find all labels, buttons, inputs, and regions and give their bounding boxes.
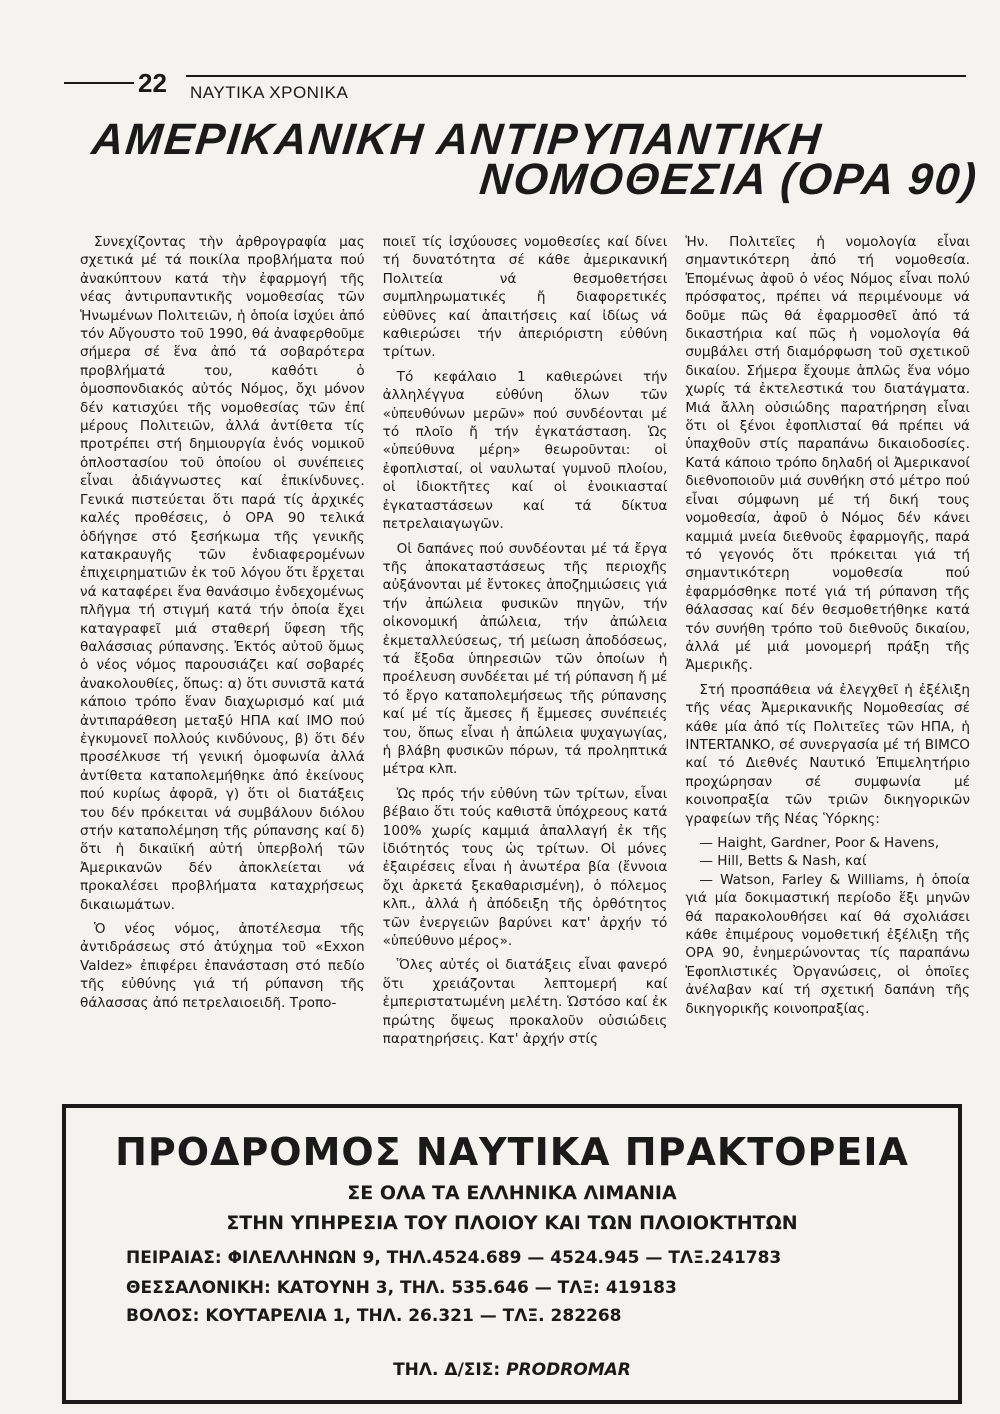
- section-name: ΝΑΥΤΙΚΑ ΧΡΟΝΙΚΑ: [190, 83, 349, 102]
- paragraph: Στή προσπάθεια νά ἐλεγχθεῖ ἡ ἐξέλιξη τῆς νέας Ἀμερικανικῆς Νομοθεσίας σέ κάθε μία ἀπό τίς Πολιτεῖες τῶν ΗΠΑ, ἡ INTERTANKO, σέ συνεργασία μέ τή BIMCO καί τό Διεθνές Ναυτικό Ἐπιμελητήριο προχώρησαν σέ συμφωνία μέ κοινοπραξία τῶν τριῶν δικηγορικῶν γραφείων τῆς Νέας Ὑόρκης:: [685, 681, 971, 827]
- article-column-1: [80, 233, 365, 1083]
- law-firm-item: — Haight, Gardner, Poor & Havens,: [699, 835, 940, 851]
- paragraph: Ὡς πρός τήν εὐθύνη τῶν τρίτων, εἶναι βέβαιο ὅτι τούς καθιστᾶ ὑπόχρεους κατά 100% χωρίς καμμιά ἀπαλλαγή ἐκ τῆς ἰδιότητός τους ὡς τρίτων. Οἱ μόνες ἐξαιρέσεις εἶναι ἡ ἀνωτέρα βία (ἔννοια ὄχι ἀρκετά ξεκαθαρισμένη), ὁ πόλεμος κλπ., ἀλλά ἡ ἀπόδειξη τῆς ὀρθότητος τῶν ἐνεργειῶν βαρύνει κατ' ἀρχήν τό «ὑπεύθυνο μέρος».: [382, 785, 668, 950]
- ad-subtitle: ΣΕ ΟΛΑ ΤΑ ΕΛΛΗΝΙΚΑ ΛΙΜΑΝΙΑ: [347, 1182, 677, 1204]
- ad-address-volos: ΒΟΛΟΣ: ΚΟΥΤΑΡΕΛΙΑ 1, ΤΗΛ. 26.321 — ΤΛΞ. 282268: [126, 1306, 622, 1326]
- ad-telegraph-code: PRODROMAR: [506, 1360, 631, 1380]
- page-number: 22: [138, 68, 167, 98]
- paragraph: Ἡν. Πολιτεῖες ἡ νομολογία εἶναι σημαντικότερη ἀπό τή νομοθεσία. Ἐπομένως ἀφοῦ ὁ νέος Νόμος εἶναι πολύ πρόσφατος, πρέπει νά περιμένουμε νά δοῦμε πῶς θά ἐφαρμοσθεῖ ἀπό τά δικαστήρια καί πῶς ἡ νομολογία θά συμβάλει στή διαμόρφωση τοῦ σχετικοῦ δικαίου. Σήμερα ἔχουμε ἁπλῶς ἕνα νόμο χωρίς τά ἐκτελεστικά του διατάγματα. Μιά ἄλλη οὐσιώδης παρατήρηση εἶναι ὅτι οἱ ξένοι ἐφοπλισταί θά πρέπει νά ὑπαχθοῦν στίς παραπάνω δικαιοδοσίες. Κατά κάποιο τρόπο δηλαδή οἱ Ἀμερικανοί διεθνοποιοῦν μιά συνθήκη στό μέτρο πού εἶναι σύμφωνη μέ τή δική τους νομοθεσία, ἀφοῦ ὁ Νόμος δέν κάνει καμμιά μνεία διεθνοῦς ἐφαρμογῆς, παρά τό γεγονός ὅτι πρόκειται γιά τή σημαντικότερη νομοθεσία πού ἐφαρμόσθηκε ποτέ γιά τή ρύπανση τῆς θάλασσας καί δέν θεσμοθετήθηκε κατά τόν συνήθη τρόπο τοῦ διεθνοῦς δικαίου, ἀλλά μέ μιά μονομερή πράξη τῆς Ἀμερικῆς.: [685, 234, 971, 674]
- article-column-3: [685, 233, 970, 1083]
- ad-telegraph: [66, 1360, 958, 1380]
- paragraph: Τό κεφάλαιο 1 καθιερώνει τήν ἀλληλέγγυα εὐθύνη ὅλων τῶν «ὑπευθύνων μερῶν» πού συνδέονται μέ τό πλοῖο ἤ τήν ἐγκατάσταση. Ὡς «ὑπεύθυνα μέρη» θεωροῦνται: οἱ ἐφοπλισταί, οἱ ναυλωταί γυμνοῦ πλοίου, οἱ ἰδιοκτῆτες καί οἱ ἐνοικιασταί ἐγκαταστάσεων καί τά δίκτυα πετρελαιαγωγῶν.: [382, 368, 668, 533]
- paragraph: Ὅλες αὐτές οἱ διατάξεις εἶναι φανερό ὅτι χρειάζονται λεπτομερή καί ἐμπεριστατωμένη μελέτη. Ὡστόσο καί ἐκ πρώτης ὄψεως προκαλοῦν οὐσιώδεις παρατηρήσεις. Κατ' ἀρχήν στίς: [382, 957, 668, 1048]
- headline-line-2: ΝΟΜΟΘΕΣΙΑ (ΟΡΑ 90): [477, 155, 981, 204]
- law-firm-item: — Watson, Farley & Williams, ἡ ὁποία γιά μία δοκιμαστική περίοδο ἕξι μηνῶν θά παρακολουθήσει καί θά σχολιάσει κάθε ἐπιμέρους νομοθετική ἐξέλιξη τῆς ΟΡΑ 90, ἐνημερώνοντας τίς παραπάνω Ἐφοπλιστικές Ὀργανώσεις, οἱ ὁποῖες ἀνέλαβαν καί τή σχετική δαπάνη τῆς δικηγορικῆς κοινοπραξίας.: [685, 871, 971, 1017]
- article-column-2: [383, 233, 668, 1083]
- ad-telegraph-label: ΤΗΛ. Δ/ΣΙΣ:: [393, 1360, 507, 1380]
- ad-subtitle: ΣΤΗΝ ΥΠΗΡΕΣΙΑ ΤΟΥ ΠΛΟΙΟΥ ΚΑΙ ΤΩΝ ΠΛΟΙΟΚΤΗΤΩΝ: [226, 1212, 798, 1234]
- ad-title: ΠΡΟΔΡΟΜΟΣ ΝΑΥΤΙΚΑ ΠΡΑΚΤΟΡΕΙΑ: [115, 1130, 909, 1174]
- header-rule-right: [186, 75, 966, 77]
- paragraph: Οἱ δαπάνες πού συνδέονται μέ τά ἔργα τῆς ἀποκαταστάσεως τῆς περιοχῆς αὐξάνονται μέ ἔντοκες ἀποζημιώσεις γιά τήν ἀπώλεια φυσικῶν πηγῶν, τήν οἰκονομική ἀπώλεια, τήν ἀπώλεια ἐκμεταλλεύσεως, τή μείωση ἀποδόσεως, τά ἔξοδα ὑπηρεσιῶν τῶν ὁποίων ἡ προέλευση συνδέεται μέ τή ρύπανση ἤ μέ τό ἔργο καταπολεμήσεως τῆς ρύπανσης καί μέ τίς ἄμεσες ἤ ἔμμεσες συνέπειές του, ὅπως εἶναι ἡ ἀπώλεια ψυχαγωγίας, ἡ βλάβη φυσικῶν πόρων, τά προληπτικά μέτρα κλπ.: [382, 540, 668, 778]
- paragraph: ποιεῖ τίς ἰσχύουσες νομοθεσίες καί δίνει τή δυνατότητα σέ κάθε ἀμερικανική Πολιτεία νά θεσμοθετήσει συμπληρωματικές ἤ διαφορετικές εὐθῦνες καί ἀπαιτήσεις καί ἰδίως νά καθιερώσει τήν ἀπεριόριστη εὐθύνη τρίτων.: [382, 234, 668, 361]
- paragraph: Συνεχίζοντας τὴν ἀρθρογραφία μας σχετικά μέ τά ποικίλα προβλήματα πού ἀνακύπτουν κατά τὴν ἐφαρμογή τῆς νέας ἀντιρυπαντικῆς νομοθεσίας τῶν Ἡνωμένων Πολιτειῶν, ἡ ὁποία ἰσχύει ἀπό τόν Αὔγουστο τοῦ 1990, θά ἀναφερθοῦμε σήμερα σέ ἕνα ἀπό τά σοβαρότερα προβλήματά του, καθότι ὁ ὁμοσπονδιακός αὐτός Νόμος, ὄχι μόνον δέν κατισχύει τῆς νομοθεσίας τῶν ἐπί μέρους Πολιτειῶν, ἀλλά ἀντίθετα τίς προτρέπει στή δημιουργία ἑνός νομικοῦ ὁπλοστασίου τοῦ ὁποίου οἱ συνέπειες εἶναι ἀδιάγνωστες καί ἐπικίνδυνες. Γενικά πιστεύεται ὅτι παρά τίς ἀρχικές καλές προθέσεις, ὁ ΟΡΑ 90 τελικά ὁδήγησε στό ξεσήκωμα τῆς γενικῆς κατακραυγῆς τῶν ἐνδιαφερομένων ἐπιχειρηματιῶν ἐκ τοῦ λόγου ὅτι ἔρχεται νά καταφέρει ἕνα θανάσιμο ἐνδεχομένως πλῆγμα τή στιγμή κατά τήν ὁποία ἔχει καταγραφεῖ μιά σταθερή ὕφεση τῆς θαλάσσιας ρύπανσης. Ἐκτός αὐτοῦ ὅμως ὁ νέος νόμος παρουσιάζει καί σοβαρές ἀνακολουθίες, ὅπως: α) ὅτι συνιστᾶ κατά κάποιο τρόπο ἕναν διαχωρισμό καί μιά ἀντιπαράθεση μεταξύ ΗΠΑ καί ΙΜΟ πού ἐγκυμονεῖ πολλούς κινδύνους, β) ὅτι δέν προσέλκυσε τή γενική ὁμοφωνία ἀλλά ἀντίθετα καταπολεμήθηκε ἀπό ἐκείνους πού κυρίως ἀφορᾶ, γ) ὅτι οἱ διατάξεις του δέν πρόκειται νά συμβάλουν διόλου στήν καταπολέμηση τῆς ρύπανσης καί δ) ὅτι ἡ δικαιϊκή αὐτή ὑπερβολή τῶν Ἀμερικανῶν δέν ἀποκλείεται νά προκαλέσει προβλήματα καταχρήσεως δικαιωμάτων.: [80, 234, 365, 913]
- paragraph: Ὁ νέος νόμος, ἀποτέλεσμα τῆς ἀντιδράσεως στό ἀτύχημα τοῦ «Exxon Valdez» ἐπιφέρει ἐπανάσταση στό πεδίο τῆς εὐθύνης γιά τή ρύπανση τῆς θάλασσας ἀπό πετρελαιοειδῆ. Τροπο-: [80, 921, 365, 1011]
- article-body: [80, 233, 970, 1083]
- header-rule-left: [64, 82, 134, 84]
- headline-line-1: ΑΜΕΡΙΚΑΝΙΚΗ ΑΝΤΙΡΥΠΑΝΤΙΚΗ: [89, 115, 825, 164]
- law-firm-item: — Hill, Betts & Nash, καί: [699, 853, 867, 870]
- ad-address-piraeus: ΠΕΙΡΑΙΑΣ: ΦΙΛΕΛΛΗΝΩΝ 9, ΤΗΛ.4524.689 — 4524.945 — ΤΛΞ.241783: [126, 1248, 782, 1268]
- ad-address-thessaloniki: ΘΕΣΣΑΛΟΝΙΚΗ: ΚΑΤΟΥΝΗ 3, ΤΗΛ. 535.646 — ΤΛΞ: 419183: [126, 1278, 677, 1298]
- advertisement-box: [62, 1104, 962, 1404]
